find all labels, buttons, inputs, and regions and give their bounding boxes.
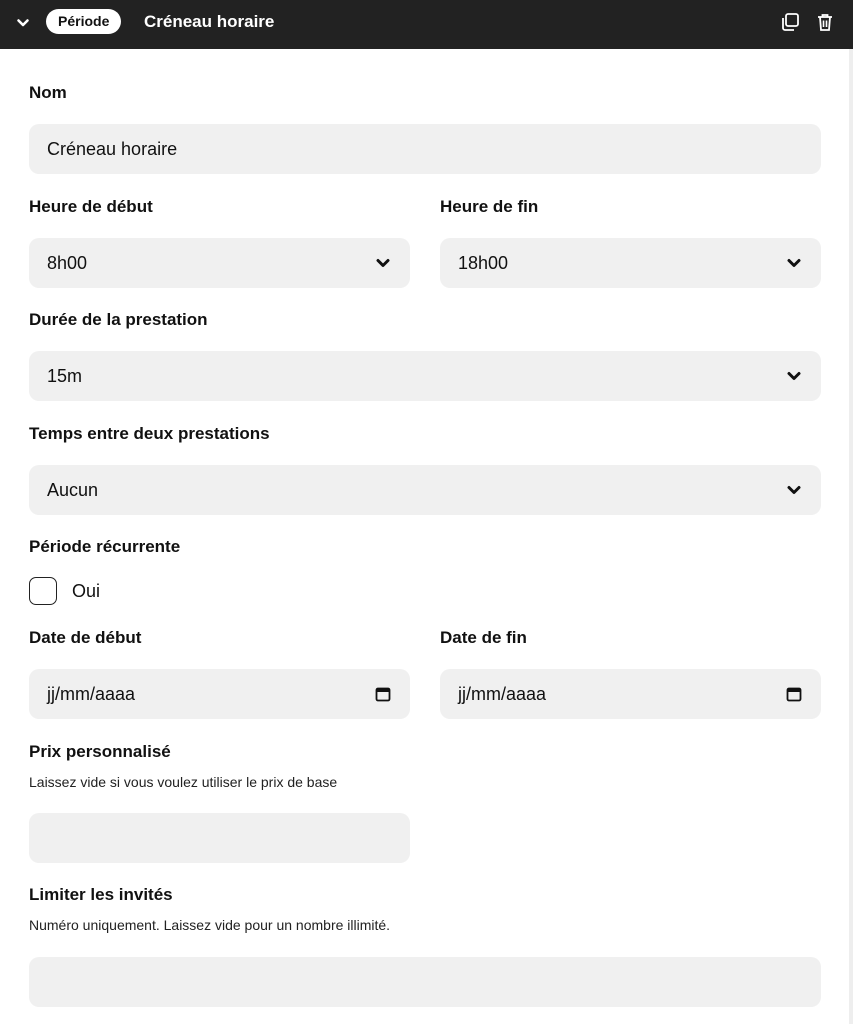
gap-value: Aucun: [47, 479, 99, 500]
chevron-down-icon: [374, 254, 392, 272]
recurring-checkbox[interactable]: [29, 577, 57, 605]
duration-value: 15m: [47, 365, 83, 386]
start-time-value: 8h00: [47, 252, 88, 273]
guest-limit-label: Limiter les invités: [29, 885, 173, 904]
end-time-value: 18h00: [458, 252, 509, 273]
recurring-option-label[interactable]: Oui: [72, 581, 101, 601]
custom-price-help: Laissez vide si vous voulez utiliser le prix de base: [29, 774, 338, 790]
trash-icon[interactable]: [814, 11, 836, 33]
duration-label: Durée de la prestation: [29, 310, 208, 329]
end-time-select[interactable]: [440, 238, 821, 288]
end-date-input[interactable]: [440, 669, 821, 719]
calendar-icon[interactable]: [785, 685, 803, 703]
period-header: [0, 0, 853, 49]
chevron-down-icon: [785, 254, 803, 272]
chevron-down-icon: [785, 481, 803, 499]
end-time-label: Heure de fin: [440, 197, 539, 216]
start-date-placeholder: jj/mm/aaaa: [47, 683, 136, 704]
calendar-icon[interactable]: [374, 685, 392, 703]
duration-select[interactable]: [29, 351, 821, 401]
end-date-label: Date de fin: [440, 628, 527, 647]
guest-limit-help: Numéro uniquement. Laissez vide pour un nombre illimité.: [29, 917, 391, 933]
recurring-label: Période récurrente: [29, 537, 181, 556]
gap-label: Temps entre deux prestations: [29, 424, 270, 443]
guest-limit-input[interactable]: [29, 957, 821, 1007]
start-date-input[interactable]: [29, 669, 410, 719]
gap-select[interactable]: [29, 465, 821, 515]
custom-price-input[interactable]: [29, 813, 410, 863]
scrollbar-track[interactable]: [849, 49, 853, 1024]
period-badge: Période: [46, 9, 121, 34]
end-date-placeholder: jj/mm/aaaa: [458, 683, 547, 704]
collapse-chevron-icon[interactable]: [15, 15, 31, 31]
period-title: Créneau horaire: [144, 12, 275, 31]
name-value: Créneau horaire: [47, 138, 178, 159]
start-time-label: Heure de début: [29, 197, 153, 216]
custom-price-label: Prix personnalisé: [29, 742, 171, 761]
name-label: Nom: [29, 83, 67, 102]
duplicate-icon[interactable]: [779, 11, 801, 33]
start-time-select[interactable]: [29, 238, 410, 288]
start-date-label: Date de début: [29, 628, 142, 647]
chevron-down-icon: [785, 367, 803, 385]
name-input[interactable]: [29, 124, 821, 174]
